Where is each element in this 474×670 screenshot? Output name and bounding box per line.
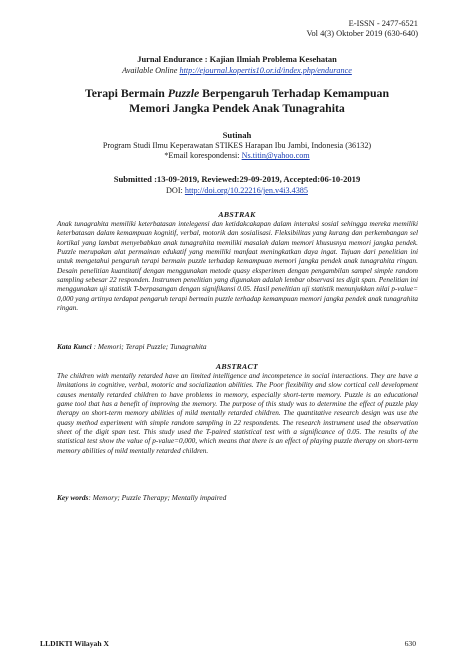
title-line2: Memori Jangka Pendek Anak Tunagrahita bbox=[129, 100, 345, 115]
author-name: Sutinah bbox=[222, 130, 252, 140]
online-prefix: Available Online bbox=[122, 66, 180, 75]
issn-block bbox=[238, 19, 418, 39]
email-prefix: *Email korespondensi: bbox=[164, 151, 242, 161]
doi-prefix: DOI: bbox=[166, 186, 185, 195]
kata-kunci bbox=[57, 342, 418, 351]
keywords-text: : Memory; Puzzle Therapy; Mentally impaired bbox=[88, 493, 227, 502]
abstrak-text: Anak tunagrahita memiliki keterbatasan intelegensi dan ketidakcakapan dalam interaksi sosial sehingga mereka memiliki keterbatasan dalam kemampuan kognitif, verbal, motorik dan sosialisasi. Fleksibilitas yang kurang dan perkembangan sel kortikal yang lambat menyebabkan anak tunagrahita memiliki masalah dalam memori khususnya memori jangka pendek. Puzzle merupakan alat permainan edukatif yang memiliki manfaat meningkatkan daya ingat. Tujuan dari penelitian ini untuk mengetahui pengaruh terapi bermain puzzle terhadap kemampuan memori jangka pendek anak tunagrahita ringan. Desain penelitian kuantitatif dengan menggunakan metode quasy eksperimen dengan pengambilan sampel simple random sampling sebesar 22 responden. Instrumen penelitian yang digunakan adalah lembar observasi tes digit span. Penelitian ini menggunakan uji statistik T-berpasangan dengan signifikansi 0.05. Hasil penelitian uji statistik menunjukkan nilai p-value= 0,000 yang artinya terdapat pengaruh terapi bermain puzzle terhadap kemampuan memori jangka pendek anak tunagrahita ringan. bbox=[57, 220, 418, 313]
affiliation-block bbox=[40, 141, 434, 162]
page-number: 630 bbox=[404, 639, 416, 648]
title-part2: Berpengaruh Terhadap Kemampuan bbox=[199, 86, 390, 100]
article-title bbox=[40, 86, 434, 115]
keywords-label: Key words bbox=[57, 493, 89, 502]
volume-info: Vol 4(3) Oktober 2019 (630-640) bbox=[306, 29, 418, 39]
footer-publisher: LLDIKTI Wilayah X bbox=[40, 639, 109, 648]
email-line bbox=[40, 151, 434, 161]
submission-dates: Submitted :13-09-2019, Reviewed:29-09-2019, Accepted:06-10-2019 bbox=[113, 174, 361, 184]
abstract-text: The children with mentally retarded have an limited intelligence and incompetence in social interactions. They are have a limitations in cognitive, verbal, motoric and socialization abilities. The Poor flexibility and slow cortical cell development causes mentally retarded children to have problems in memory, especially short-term memory. Puzzle is an educational game tool that has a benefit of improving the memory. The purpose of this study was to determine the effect of puzzle play therapy on short-term memory abilities of mild mentally retarded children. The quantitative research design was use the quasy method experiment with simple random sampling in 22 respondents. The research instrument used the observation sheet of the digit span test. This study used the T-paired statistical test with a significance of 0.05. The results of the statistical test show the value of p-value=0,000, which means that there is an effect of playing puzzle therapy on short-term memory abilities of mild mentally retarded children. bbox=[57, 372, 418, 455]
doi-link[interactable]: http://doi.org/10.22216/jen.v4i3.4385 bbox=[184, 186, 308, 195]
journal-online bbox=[40, 66, 434, 76]
abstrak-heading: ABSTRAK bbox=[218, 210, 256, 219]
affiliation: Program Studi Ilmu Keperawatan STIKES Harapan Ibu Jambi, Indonesia (36132) bbox=[102, 141, 372, 150]
email-link[interactable]: Ns.titin@yahoo.com bbox=[241, 151, 310, 161]
doi-line bbox=[40, 186, 434, 195]
journal-title: Jurnal Endurance : Kajian Ilmiah Problema Kesehatan bbox=[137, 55, 337, 64]
kata-kunci-label: Kata Kunci bbox=[57, 342, 92, 351]
title-part1: Terapi Bermain bbox=[84, 86, 168, 100]
keywords bbox=[57, 493, 418, 502]
title-italic: Puzzle bbox=[167, 86, 200, 100]
journal-url-link[interactable]: http://ejournal.kopertis10.or.id/index.php/endurance bbox=[179, 66, 352, 75]
abstract-heading: ABSTRACT bbox=[215, 362, 259, 371]
kata-kunci-text: : Memori; Terapi Puzzle; Tunagrahita bbox=[91, 342, 207, 351]
issn-number: E-ISSN - 2477-6521 bbox=[348, 19, 418, 28]
